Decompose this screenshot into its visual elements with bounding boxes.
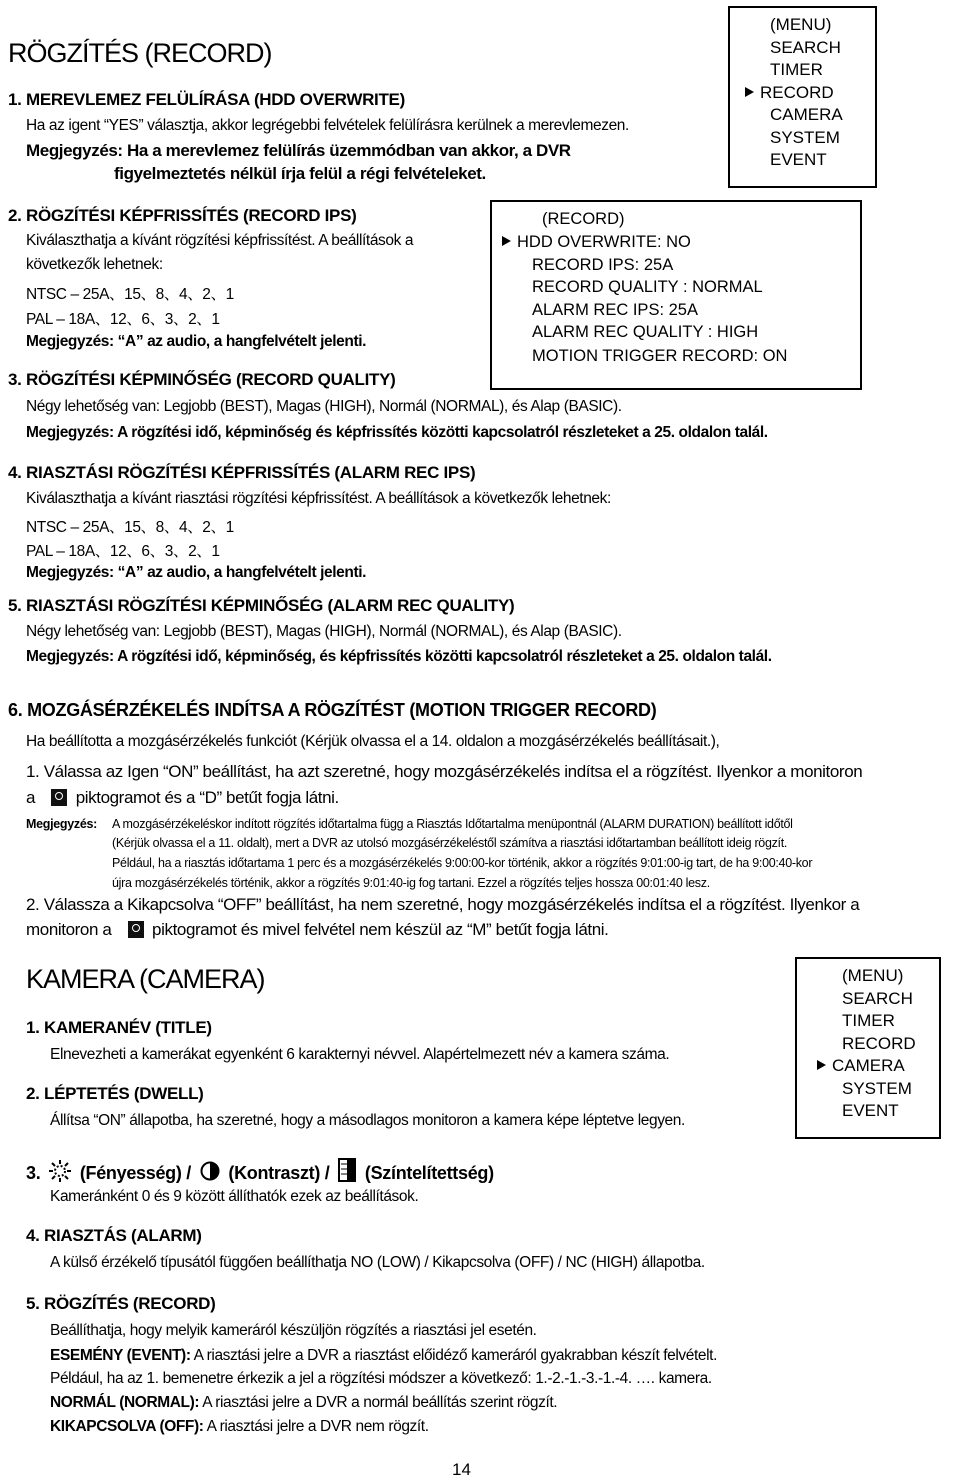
off-mode-text: KIKAPCSOLVA (OFF): A riasztási jelre a DVR nem rögzít. xyxy=(50,1418,429,1435)
menu-item-search[interactable]: SEARCH xyxy=(842,988,913,1008)
record-title: RÖGZÍTÉS (RECORD) xyxy=(8,38,272,68)
motion-note-label: Megjegyzés: xyxy=(26,817,98,831)
alarm-rec-ips-heading: 4. RIASZTÁSI RÖGZÍTÉSI KÉPFRISSÍTÉS (ALARM REC IPS) xyxy=(8,463,476,482)
alarm-rec-ips-ntsc: NTSC – 25A、15、8、4、2、1 xyxy=(26,519,234,536)
contrast-icon xyxy=(200,1160,220,1182)
overwrite-text: Ha az igent “YES” választja, akkor legrégebbi felvételek felülírásra kerülnek a merevlemezen. xyxy=(26,117,629,134)
submenu-item-record-ips[interactable]: RECORD IPS: 25A xyxy=(532,256,674,274)
submenu-item-record-quality[interactable]: RECORD QUALITY : NORMAL xyxy=(532,278,763,296)
page-number: 14 xyxy=(452,1460,471,1479)
record-ips-note: Megjegyzés: “A” az audio, a hangfelvételt jelenti. xyxy=(26,333,367,350)
motion-detect-icon xyxy=(51,789,67,806)
motion-note-line: újra mozgásérzékelés történik, akkor a rögzítés 9:01:40-ig fog tartani. Ezzel a rögzítés teljes hossza 00:01:40 lesz. xyxy=(112,876,710,890)
record-quality-note: Megjegyzés: A rögzítési idő, képminőség és képfrissítés közötti kapcsolatról részleteket a 25. oldalon talál. xyxy=(26,424,768,441)
motion-trigger-heading: 6. MOZGÁSÉRZÉKELÉS INDÍTSA A RÖGZÍTÉST (MOTION TRIGGER RECORD) xyxy=(8,700,657,720)
record-quality-text: Négy lehetőség van: Legjobb (BEST), Magas (HIGH), Normál (NORMAL), és Alap (BASIC). xyxy=(26,398,622,415)
menu-item-system[interactable]: SYSTEM xyxy=(770,127,840,147)
menu-item-record[interactable]: RECORD xyxy=(745,82,843,105)
motion-note-line: Például, ha a riasztás időtartama 1 perc és a mozgásérzékelés 9:00:00-kor történik, akkor a rögzítés 9:01:00-ig tart, de ha 9:00:40-kor xyxy=(112,856,813,870)
dwell-text: Állítsa “ON” állapotba, ha szeretné, hogy a másodlagos monitoron a kamera képe léptetve legyen. xyxy=(50,1112,685,1129)
motion-note-line: A mozgásérzékeléskor indított rögzítés időtartalma függ a Riasztás Időtartalma menüpontnál (ALARM DURATION) beállított időtől xyxy=(112,817,793,831)
motion-option-on: 1. Válassa az Igen “ON” beállítást, ha azt szeretné, hogy mozgásérzékelés indítsa el a rögzítést. Ilyenkor a monitoron xyxy=(26,762,863,781)
alarm-rec-quality-note: Megjegyzés: A rögzítési idő, képminőség, és képfrissítés közötti kapcsolatról részleteket a 25. oldalon talál. xyxy=(26,648,772,665)
image-adjust-text: Kameránként 0 és 9 között állíthatók ezek az beállítások. xyxy=(50,1188,419,1205)
submenu-item-alarm-rec-ips[interactable]: ALARM REC IPS: 25A xyxy=(532,301,698,319)
motion-trigger-text: Ha beállította a mozgásérzékelés funkciót (Kérjük olvassa el a 14. oldalon a mozgásérzékelés beállításait.), xyxy=(26,733,720,750)
submenu-item-motion-trigger[interactable]: MOTION TRIGGER RECORD: ON xyxy=(532,347,788,365)
menu-item-event[interactable]: EVENT xyxy=(842,1101,899,1120)
camera-title: KAMERA (CAMERA) xyxy=(26,964,265,994)
alarm-text: A külső érzékelő típusától függően beállíthatja NO (LOW) / Kikapcsolva (OFF) / NC (HIGH) állapotba. xyxy=(50,1254,705,1271)
event-example-text: Például, ha az 1. bemenetre érkezik a jel a rögzítési módszer a következő: 1.-2.-1.-3.-1.-4. …. kamera. xyxy=(50,1370,712,1387)
saturation-icon xyxy=(338,1158,356,1182)
alarm-rec-ips-note: Megjegyzés: “A” az audio, a hangfelvételt jelenti. xyxy=(26,564,367,581)
alarm-rec-ips-text: Kiválaszthatja a kívánt riasztási rögzítési képfrissítést. A beállítások a következők lehetnek: xyxy=(26,490,611,507)
menu-title: (MENU) xyxy=(770,15,832,34)
menu-item-camera[interactable]: CAMERA xyxy=(770,105,843,124)
record-quality-heading: 3. RÖGZÍTÉSI KÉPMINŐSÉG (RECORD QUALITY) xyxy=(8,370,396,389)
alarm-rec-quality-heading: 5. RIASZTÁSI RÖGZÍTÉSI KÉPMINŐSÉG (ALARM REC QUALITY) xyxy=(8,596,515,615)
record-ips-text-cont: következők lehetnek: xyxy=(26,256,163,273)
event-mode-text: ESEMÉNY (EVENT): A riasztási jelre a DVR a riasztást előidéző kameráról gyakrabban készít felvételt. xyxy=(50,1347,717,1364)
camera-record-heading: 5. RÖGZÍTÉS (RECORD) xyxy=(26,1294,216,1313)
no-motion-icon xyxy=(128,921,144,938)
record-submenu-box xyxy=(490,200,862,390)
motion-option-on-cont: a piktogramot és a “D” betűt fogja látni. xyxy=(26,788,339,807)
submenu-item-alarm-rec-quality[interactable]: ALARM REC QUALITY : HIGH xyxy=(532,323,759,341)
menu-item-event[interactable]: EVENT xyxy=(770,150,827,169)
motion-option-off-cont: monitoron a piktogramot és mivel felvétel nem készül az “M” betűt fogja látni. xyxy=(26,920,609,939)
menu-item-record[interactable]: RECORD xyxy=(842,1033,916,1053)
record-ips-text: Kiválaszthatja a kívánt rögzítési képfrissítést. A beállítások a xyxy=(26,232,414,249)
record-ips-heading: 2. RÖGZÍTÉSI KÉPFRISSÍTÉS (RECORD IPS) xyxy=(8,206,357,225)
camera-menu-box xyxy=(795,957,941,1139)
menu-item-timer[interactable]: TIMER xyxy=(770,60,823,79)
overwrite-heading: 1. MEREVLEMEZ FELÜLÍRÁSA (HDD OVERWRITE) xyxy=(8,90,405,109)
image-adjust-heading: 3. (Fényesség) / (Kontraszt) / (Színtelítettség) xyxy=(26,1158,494,1184)
motion-option-off: 2. Válassza a Kikapcsolva “OFF” beállítást, ha nem szeretné, hogy mozgásérzékelés indítsa el a rögzítést. Ilyenkor a xyxy=(26,895,860,914)
menu-item-search[interactable]: SEARCH xyxy=(770,37,841,57)
alarm-rec-quality-text: Négy lehetőség van: Legjobb (BEST), Magas (HIGH), Normál (NORMAL), és Alap (BASIC). xyxy=(26,623,622,640)
title-heading: 1. KAMERANÉV (TITLE) xyxy=(26,1018,212,1037)
overwrite-note-cont: figyelmeztetés nélkül írja felül a régi felvételeket. xyxy=(114,164,486,183)
motion-note-line: (Kérjük olvassa el a 11. oldalt), mert a DVR az utolsó mozgásérzékeléstől számítva a riasztási időtartamban beállított ideig rögzít. xyxy=(112,836,788,850)
submenu-item-hdd-overwrite[interactable]: HDD OVERWRITE: NO xyxy=(502,231,691,254)
selected-arrow-icon xyxy=(502,236,511,246)
selected-arrow-icon xyxy=(817,1060,826,1070)
normal-mode-text: NORMÁL (NORMAL): A riasztási jelre a DVR a normál beállítás szerint rögzít. xyxy=(50,1394,558,1411)
record-ips-ntsc: NTSC – 25A、15、8、4、2、1 xyxy=(26,286,234,303)
selected-arrow-icon xyxy=(745,87,754,97)
menu-title: (MENU) xyxy=(842,966,904,985)
brightness-icon xyxy=(49,1160,71,1182)
menu-item-timer[interactable]: TIMER xyxy=(842,1011,895,1030)
submenu-title: (RECORD) xyxy=(542,210,625,228)
menu-item-camera[interactable]: CAMERA xyxy=(817,1055,916,1078)
alarm-rec-ips-pal: PAL – 18A、12、6、3、2、1 xyxy=(26,543,220,560)
overwrite-note: Megjegyzés: Ha a merevlemez felülírás üzemmódban van akkor, a DVR xyxy=(26,141,571,160)
title-text: Elnevezheti a kamerákat egyenként 6 karakternyi névvel. Alapértelmezett név a kamera száma. xyxy=(50,1046,670,1063)
camera-record-text: Beállíthatja, hogy melyik kameráról készüljön rögzítés a riasztási jel esetén. xyxy=(50,1322,537,1339)
menu-item-system[interactable]: SYSTEM xyxy=(842,1078,912,1098)
alarm-heading: 4. RIASZTÁS (ALARM) xyxy=(26,1226,202,1245)
record-ips-pal: PAL – 18A、12、6、3、2、1 xyxy=(26,311,220,328)
record-menu-box xyxy=(728,6,877,188)
dwell-heading: 2. LÉPTETÉS (DWELL) xyxy=(26,1084,204,1103)
